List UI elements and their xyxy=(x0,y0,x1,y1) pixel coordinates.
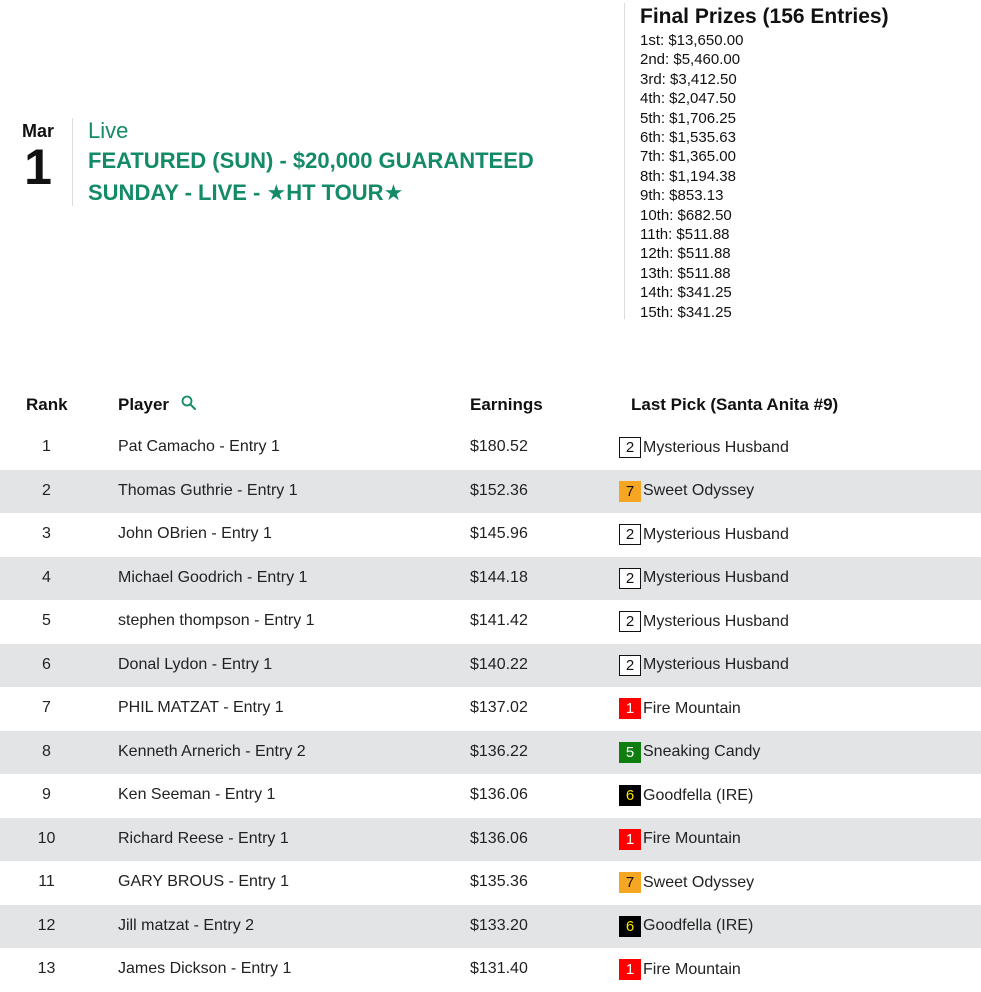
table-row[interactable] xyxy=(0,557,981,601)
earnings-cell: $133.20 xyxy=(470,916,528,934)
standings-rows xyxy=(0,426,981,992)
rank-cell: 2 xyxy=(42,481,51,499)
table-row[interactable] xyxy=(0,774,981,818)
table-row[interactable] xyxy=(0,731,981,775)
table-row[interactable] xyxy=(0,600,981,644)
last-pick-cell xyxy=(619,872,754,893)
last-pick-cell xyxy=(619,959,741,980)
rank-cell: 12 xyxy=(37,916,56,934)
player-name[interactable]: Donal Lydon - Entry 1 xyxy=(118,655,273,673)
player-name[interactable]: Pat Camacho - Entry 1 xyxy=(118,438,280,455)
prize-item: 6th: $1,535.63 xyxy=(640,129,736,147)
earnings-cell: $180.52 xyxy=(470,438,528,455)
program-number-badge: 1 xyxy=(619,698,641,719)
table-row[interactable] xyxy=(0,644,981,688)
last-pick-cell xyxy=(619,524,789,545)
player-name[interactable]: John OBrien - Entry 1 xyxy=(118,525,272,542)
player-name[interactable]: Kenneth Arnerich - Entry 2 xyxy=(118,742,306,760)
last-pick-cell xyxy=(619,785,753,806)
earnings-cell: $135.36 xyxy=(470,873,528,890)
prize-item: 10th: $682.50 xyxy=(640,206,732,224)
player-name[interactable]: James Dickson - Entry 1 xyxy=(118,960,292,977)
final-prizes-panel xyxy=(624,3,964,319)
player-name[interactable]: GARY BROUS - Entry 1 xyxy=(118,873,290,890)
earnings-cell: $136.06 xyxy=(470,829,528,847)
program-number-badge: 2 xyxy=(619,611,641,632)
prize-item: 15th: $341.25 xyxy=(640,303,732,321)
program-number-badge: 2 xyxy=(619,568,641,589)
rank-cell: 7 xyxy=(42,699,51,716)
last-pick-cell xyxy=(619,611,789,632)
player-column-header[interactable]: Player xyxy=(118,395,170,414)
player-name[interactable]: PHIL MATZAT - Entry 1 xyxy=(118,699,284,716)
prize-item: 11th: $511.88 xyxy=(640,226,730,244)
final-prizes-title: Final Prizes (156 Entries) xyxy=(640,5,889,28)
prize-item: 14th: $341.25 xyxy=(640,284,732,302)
table-row[interactable] xyxy=(0,948,981,992)
last-pick-cell xyxy=(619,698,741,719)
event-date xyxy=(0,118,73,206)
event-title-line-1: FEATURED (SUN) - $20,000 GUARANTEED xyxy=(88,148,534,173)
player-name[interactable]: Thomas Guthrie - Entry 1 xyxy=(118,481,298,499)
horse-name: Goodfella (IRE) xyxy=(643,786,754,804)
rank-cell: 5 xyxy=(42,612,51,629)
rank-cell: 11 xyxy=(38,873,55,890)
event-status: Live xyxy=(88,118,129,143)
horse-name: Fire Mountain xyxy=(643,830,741,847)
rank-cell: 4 xyxy=(42,568,51,586)
last-pick-cell xyxy=(619,437,789,458)
prize-list xyxy=(640,31,964,322)
program-number-badge: 7 xyxy=(619,872,641,893)
prize-item: 13th: $511.88 xyxy=(640,264,731,282)
player-name[interactable]: Ken Seeman - Entry 1 xyxy=(118,786,276,803)
horse-name: Mysterious Husband xyxy=(643,612,789,630)
table-row[interactable] xyxy=(0,818,981,862)
program-number-badge: 5 xyxy=(619,742,641,763)
table-row[interactable] xyxy=(0,687,981,731)
earnings-cell: $144.18 xyxy=(470,568,528,586)
prize-item: 4th: $2,047.50 xyxy=(640,90,736,108)
last-pick-cell xyxy=(619,568,789,589)
program-number-badge: 6 xyxy=(619,916,641,937)
table-row[interactable] xyxy=(0,426,981,470)
prize-item: 5th: $1,706.25 xyxy=(640,109,736,127)
rank-cell: 8 xyxy=(42,742,51,760)
program-number-badge: 2 xyxy=(619,437,641,458)
rank-cell: 10 xyxy=(37,829,56,847)
earnings-cell: $136.22 xyxy=(470,742,528,760)
rank-cell: 6 xyxy=(42,655,51,673)
event-header xyxy=(88,118,608,208)
earnings-cell: $141.42 xyxy=(470,612,528,629)
program-number-badge: 2 xyxy=(619,524,641,545)
event-month: Mar xyxy=(21,121,54,141)
horse-name: Mysterious Husband xyxy=(643,656,789,673)
player-name[interactable]: Jill matzat - Entry 2 xyxy=(118,916,255,934)
rank-cell: 13 xyxy=(37,960,56,977)
program-number-badge: 6 xyxy=(619,785,641,806)
last-pick-column-header[interactable]: Last Pick (Santa Anita #9) xyxy=(631,395,839,414)
horse-name: Mysterious Husband xyxy=(643,569,789,586)
earnings-cell: $145.96 xyxy=(470,525,528,542)
prize-item: 3rd: $3,412.50 xyxy=(640,70,737,88)
horse-name: Fire Mountain xyxy=(643,699,741,717)
rank-cell: 9 xyxy=(42,786,51,803)
last-pick-cell xyxy=(619,481,754,502)
event-day: 1 xyxy=(24,139,52,195)
earnings-cell: $131.40 xyxy=(470,960,528,977)
program-number-badge: 1 xyxy=(619,829,641,850)
horse-name: Fire Mountain xyxy=(643,960,741,978)
horse-name: Sweet Odyssey xyxy=(643,873,755,891)
earnings-cell: $140.22 xyxy=(470,655,528,673)
player-name[interactable]: stephen thompson - Entry 1 xyxy=(118,612,315,629)
earnings-cell: $152.36 xyxy=(470,481,528,499)
table-row[interactable] xyxy=(0,905,981,949)
search-icon[interactable] xyxy=(180,394,198,412)
earnings-column-header[interactable]: Earnings xyxy=(470,395,543,414)
rank-cell: 3 xyxy=(42,525,51,542)
horse-name: Mysterious Husband xyxy=(643,438,789,456)
earnings-cell: $136.06 xyxy=(470,786,528,803)
prize-item: 1st: $13,650.00 xyxy=(640,32,744,49)
last-pick-cell xyxy=(619,655,789,676)
horse-name: Sweet Odyssey xyxy=(643,482,755,499)
horse-name: Sneaking Candy xyxy=(643,743,761,760)
last-pick-cell xyxy=(619,916,753,937)
rank-column-header[interactable]: Rank xyxy=(26,395,68,414)
prize-item: 12th: $511.88 xyxy=(640,245,731,263)
last-pick-cell xyxy=(619,829,741,850)
rank-cell: 1 xyxy=(42,438,51,455)
table-row[interactable] xyxy=(0,513,981,557)
prize-item: 9th: $853.13 xyxy=(640,187,724,205)
program-number-badge: 7 xyxy=(619,481,641,502)
event-title-line-2: SUNDAY - LIVE - ★HT TOUR★ xyxy=(88,180,404,205)
program-number-badge: 1 xyxy=(619,959,641,980)
last-pick-cell xyxy=(619,742,760,763)
horse-name: Mysterious Husband xyxy=(643,525,789,543)
standings-table xyxy=(0,384,981,992)
table-header xyxy=(0,384,981,426)
prize-item: 8th: $1,194.38 xyxy=(640,167,736,185)
table-row[interactable] xyxy=(0,861,981,905)
horse-name: Goodfella (IRE) xyxy=(643,917,754,934)
table-row[interactable] xyxy=(0,470,981,514)
program-number-badge: 2 xyxy=(619,655,641,676)
player-name[interactable]: Michael Goodrich - Entry 1 xyxy=(118,568,308,586)
earnings-cell: $137.02 xyxy=(470,699,528,716)
prize-item: 7th: $1,365.00 xyxy=(640,148,736,166)
prize-item: 2nd: $5,460.00 xyxy=(640,51,741,69)
player-name[interactable]: Richard Reese - Entry 1 xyxy=(118,829,289,847)
